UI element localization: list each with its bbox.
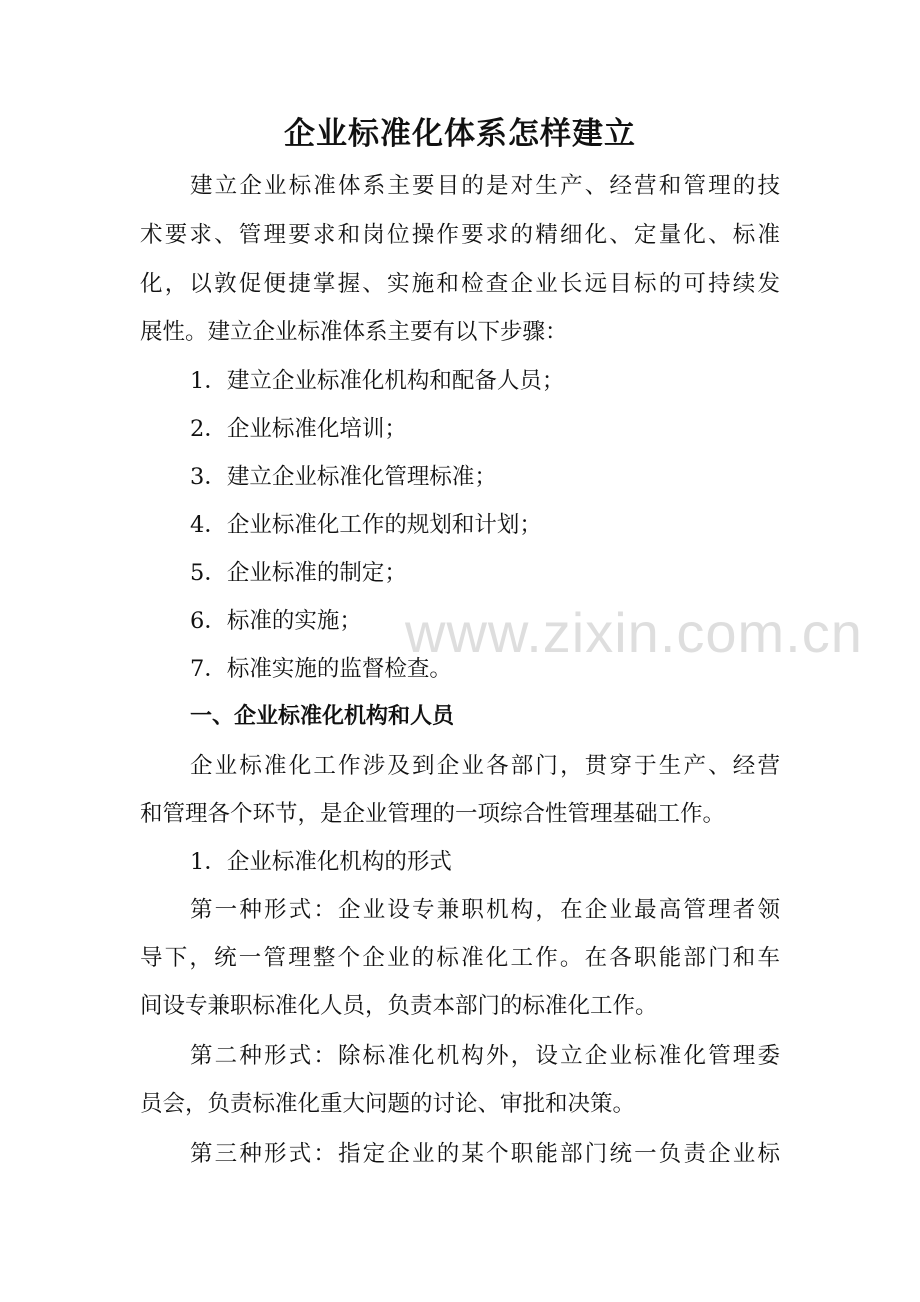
intro-line-2: 术要求、管理要求和岗位操作要求的精细化、定量化、标准 (140, 222, 780, 248)
form1-line-2: 导下，统一管理整个企业的标准化工作。在各职能部门和车 (140, 945, 780, 971)
document-title: 企业标准化体系怎样建立 (284, 116, 636, 152)
section-para-line-2: 和管理各个环节，是企业管理的一项综合性管理基础工作。 (140, 801, 726, 827)
step-4: 4．企业标准化工作的规划和计划； (190, 512, 542, 538)
step-6: 6．标准的实施； (190, 608, 362, 634)
form1-line-3: 间设专兼职标准化人员，负责本部门的标准化工作。 (140, 993, 658, 1019)
step-5: 5．企业标准的制定； (190, 560, 407, 586)
intro-line-3: 化，以敦促便捷掌握、实施和检查企业长远目标的可持续发 (140, 271, 780, 297)
step-3: 3．建立企业标准化管理标准； (190, 464, 497, 490)
step-2: 2．企业标准化培训； (190, 416, 407, 442)
form3-line-1: 第三种形式：指定企业的某个职能部门统一负责企业标 (190, 1141, 780, 1167)
watermark: www.zixin.com.cn (405, 601, 863, 664)
form2-line-1: 第二种形式：除标准化机构外，设立企业标准化管理委 (190, 1043, 780, 1069)
intro-line-4: 展性。建立企业标准体系主要有以下步骤： (140, 319, 568, 345)
section-para-line-1: 企业标准化工作涉及到企业各部门，贯穿于生产、经营 (190, 753, 780, 779)
form1-line-1: 第一种形式：企业设专兼职机构，在企业最高管理者领 (190, 897, 780, 923)
subheading: 1．企业标准化机构的形式 (190, 849, 452, 875)
section-heading: 一、企业标准化机构和人员 (190, 704, 455, 729)
form2-line-2: 员会，负责标准化重大问题的讨论、审批和决策。 (140, 1091, 636, 1117)
intro-line-1: 建立企业标准体系主要目的是对生产、经营和管理的技 (190, 173, 780, 199)
step-7: 7．标准实施的监督检查。 (190, 656, 452, 682)
step-1: 1．建立企业标准化机构和配备人员； (190, 368, 565, 394)
